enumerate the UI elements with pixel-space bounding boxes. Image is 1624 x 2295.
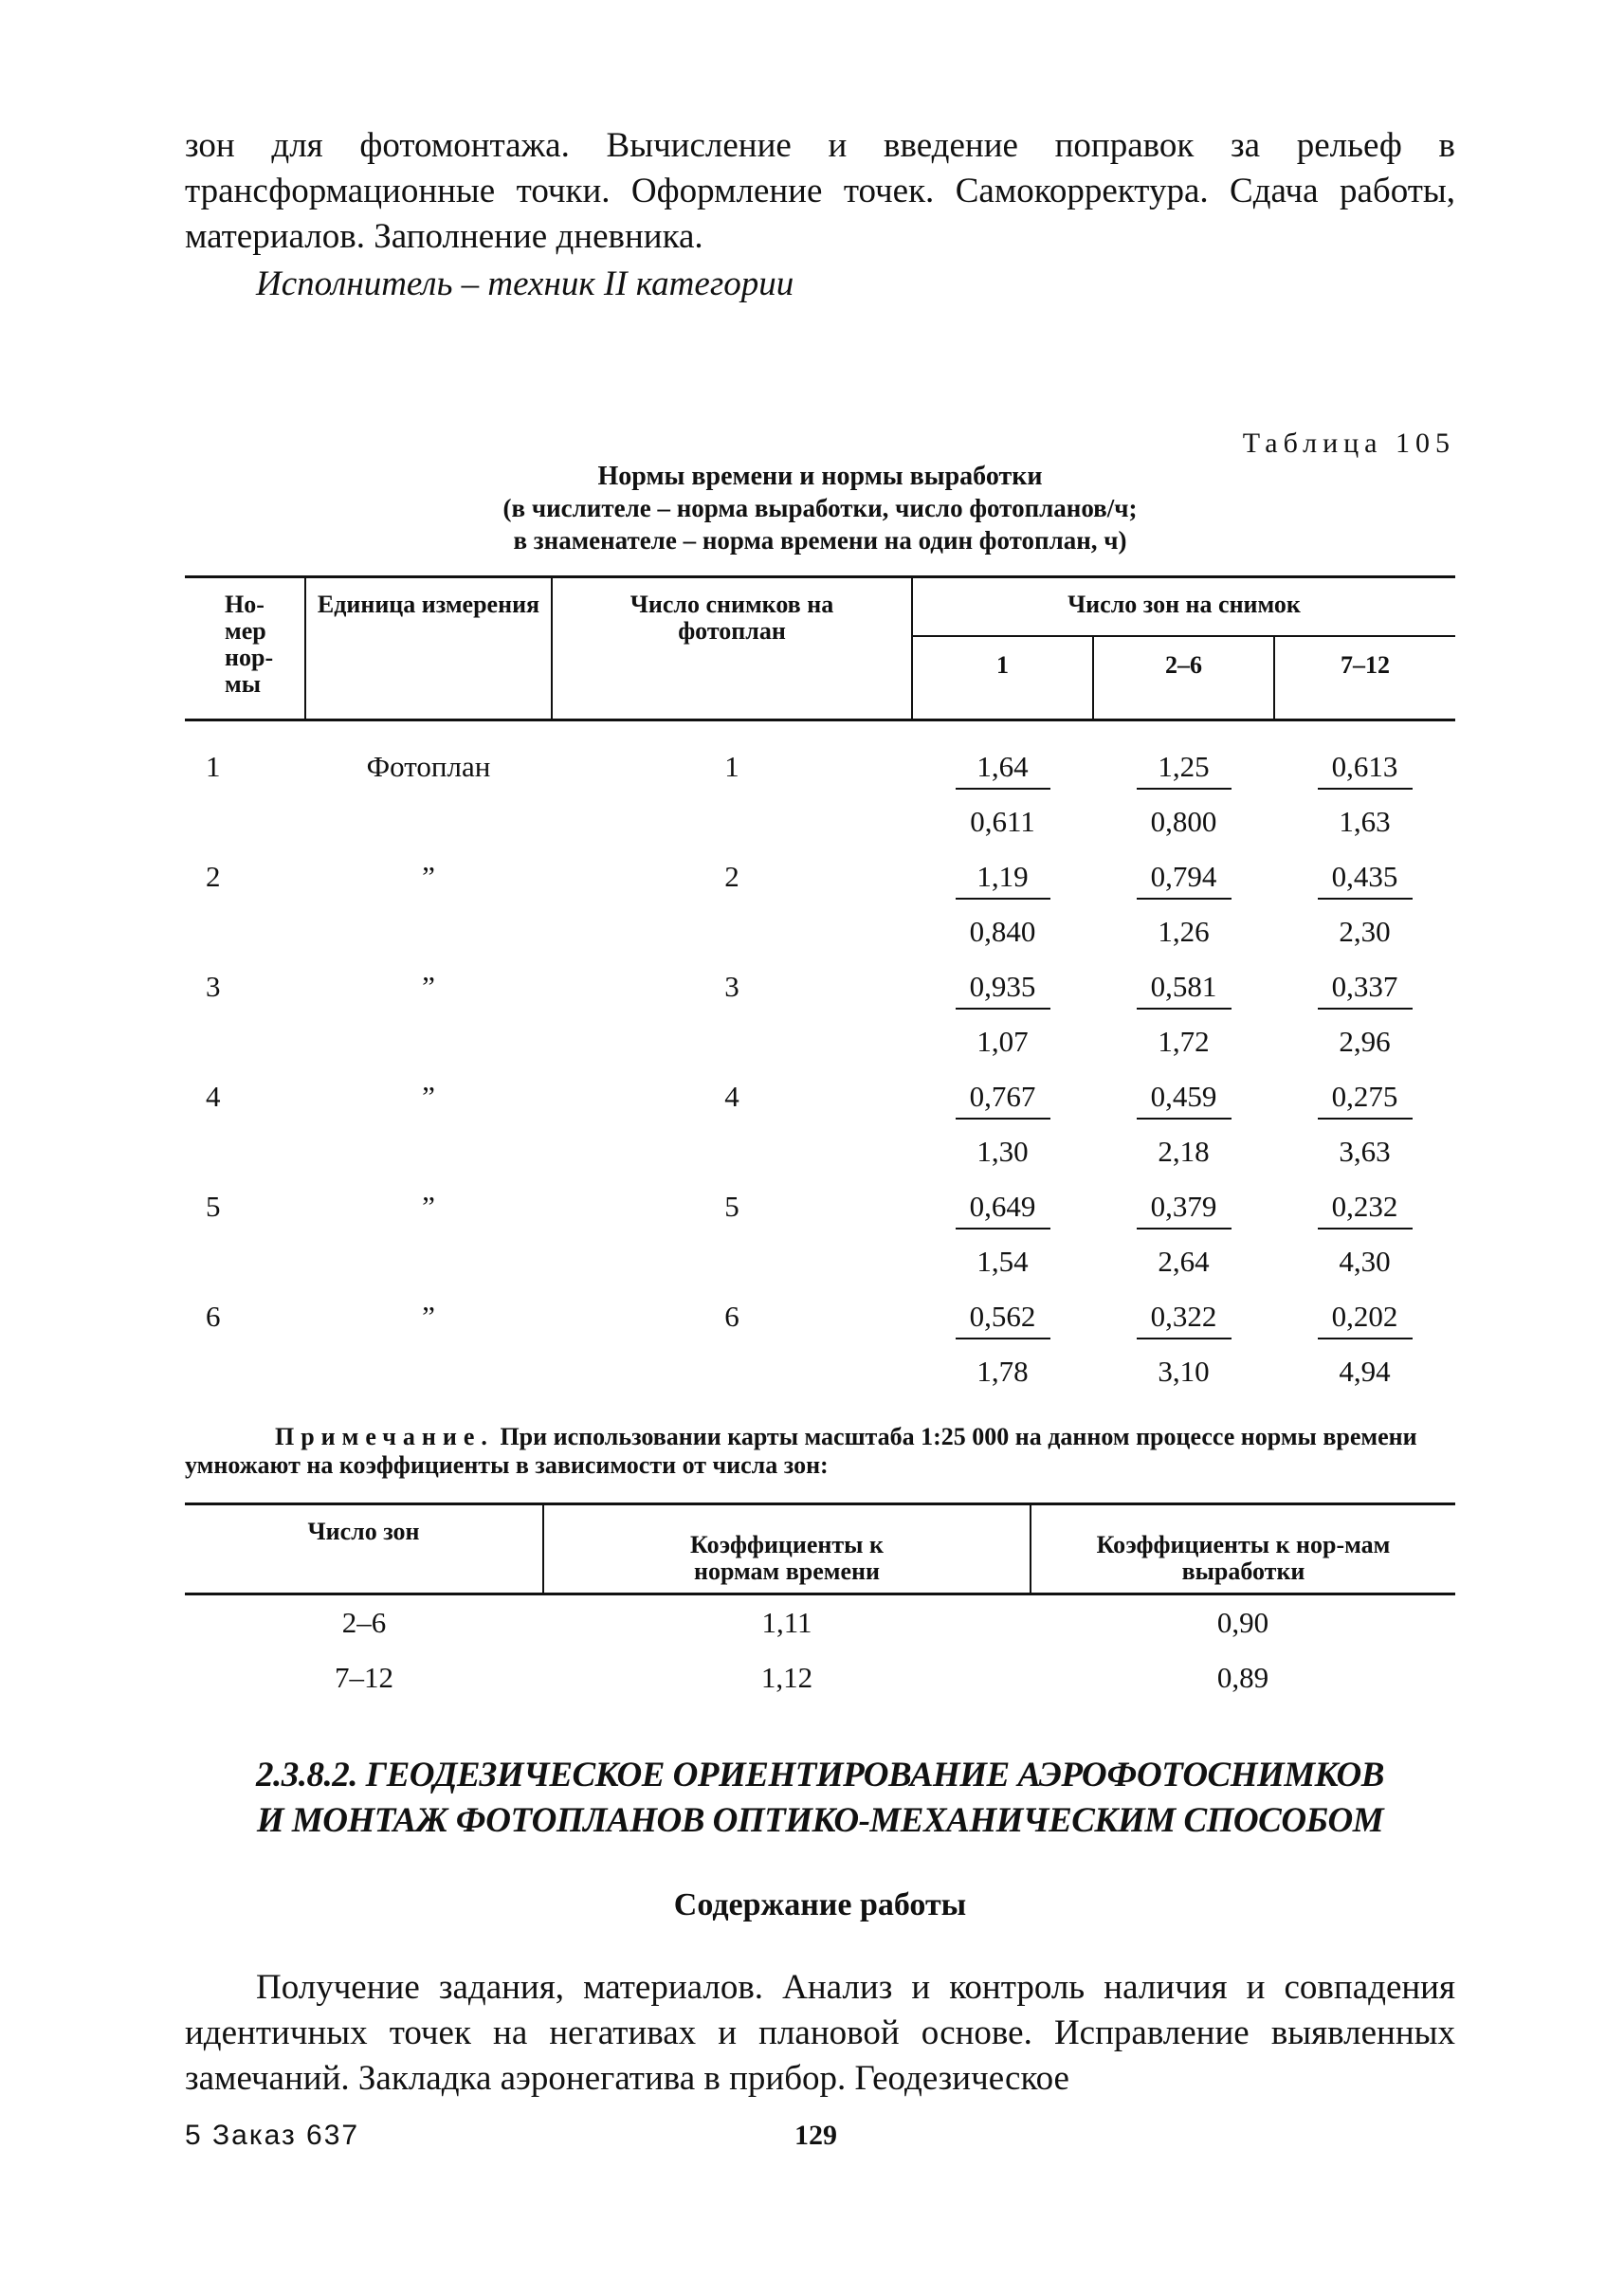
output-norm: 1,25 (1137, 750, 1232, 790)
image-count: 4 (724, 1080, 739, 1113)
output-norm: 0,459 (1137, 1080, 1232, 1120)
denominator-value: 2,30 (1339, 915, 1391, 948)
denominator-value: 1,63 (1339, 805, 1391, 838)
unit-cell: ” (422, 1080, 435, 1113)
coef-header-output: Коэффициенты к нор-мам выработки (1031, 1504, 1455, 1594)
output-norm: 0,794 (1137, 860, 1232, 900)
table-label: Таблица 105 (1242, 428, 1455, 459)
denominator-value: 3,63 (1339, 1135, 1391, 1168)
denominator-value: 1,78 (976, 1355, 1029, 1388)
coef-output: 0,89 (1216, 1661, 1269, 1694)
note-label: Примечание. (275, 1423, 494, 1450)
header-zone-2-6: 2–6 (1093, 636, 1274, 720)
output-norm: 0,337 (1318, 970, 1413, 1010)
output-norm: 0,435 (1318, 860, 1413, 900)
header-unit: Единица измерения (305, 577, 552, 720)
coef-zones: 7–12 (335, 1661, 393, 1694)
image-count: 5 (724, 1190, 739, 1223)
numerator-value (912, 860, 1093, 915)
norms-table-body (185, 720, 1455, 1411)
unit-cell: Фотоплан (366, 750, 491, 783)
denominator-value: 3,10 (1158, 1355, 1210, 1388)
note-text: При использовании карты масштаба 1:25 000 на данном процессе нормы времени умножают на коэффициенты в зависимости от числа зон: (185, 1423, 1417, 1479)
header-zones: Число зон на снимок (912, 577, 1455, 637)
output-norm: 0,202 (1318, 1300, 1413, 1339)
denominator-value: 1,26 (1158, 915, 1210, 948)
output-norm: 0,322 (1137, 1300, 1232, 1339)
norm-number: 5 (206, 1190, 221, 1223)
output-norm: 0,581 (1137, 970, 1232, 1010)
header-image-count: Число снимков на фотоплан (552, 577, 912, 720)
output-norm: 1,19 (956, 860, 1050, 900)
table-row (185, 970, 1455, 1025)
table-note (185, 1423, 1455, 1480)
document-page (185, 123, 1455, 2102)
coefficients-table (185, 1503, 1455, 1705)
output-norm: 0,232 (1318, 1190, 1413, 1229)
coef-zones: 2–6 (341, 1606, 387, 1639)
section-title (185, 1753, 1455, 1844)
numerator-value (912, 970, 1093, 1025)
section-title-line-2: И МОНТАЖ ФОТОПЛАНОВ ОПТИКО-МЕХАНИЧЕСКИМ СПОСОБОМ (256, 1801, 1384, 1840)
numerator-value (1093, 1300, 1274, 1355)
denominator-value: 2,96 (1339, 1025, 1391, 1058)
header-zone-1: 1 (912, 636, 1093, 720)
section-paragraph: Получение задания, материалов. Анализ и контроль наличия и совпадения идентичных точек на негативах и плановой основе. Исправление выявленных замечаний. Закладка аэронегатива в прибор. Геодезическое (185, 1968, 1455, 2098)
coef-output: 0,90 (1216, 1606, 1269, 1639)
denominator-value: 2,64 (1158, 1245, 1210, 1278)
output-norm: 1,64 (956, 750, 1050, 790)
coef-time: 1,12 (760, 1661, 813, 1694)
coef-header-zones: Число зон (185, 1504, 543, 1594)
unit-cell: ” (422, 860, 435, 893)
coef-row (185, 1594, 1455, 1651)
denominator-value: 2,18 (1158, 1135, 1210, 1168)
output-norm: 0,562 (956, 1300, 1050, 1339)
denominator-value: 0,800 (1150, 805, 1217, 838)
table-row (185, 1080, 1455, 1135)
numerator-value (912, 1190, 1093, 1245)
numerator-value (1093, 970, 1274, 1025)
table-subtitle-1: (в числителе – норма выработки, число фотопланов/ч; (502, 494, 1138, 522)
denominator-value: 1,54 (976, 1245, 1029, 1278)
denominator-value: 1,30 (976, 1135, 1029, 1168)
image-count: 1 (724, 750, 739, 783)
output-norm: 0,649 (956, 1190, 1050, 1229)
norm-number: 4 (206, 1080, 221, 1113)
image-count: 2 (724, 860, 739, 893)
output-norm: 0,767 (956, 1080, 1050, 1120)
intro-paragraph: зон для фотомонтажа. Вычисление и введение поправок за рельеф в трансформационные точки. Оформление точек. Самокорректура. Сдача работы, материалов. Заполнение дневника. (185, 126, 1455, 256)
coef-row (185, 1650, 1455, 1705)
denominator-value: 0,611 (970, 805, 1035, 838)
denominator-value: 1,07 (976, 1025, 1029, 1058)
table-row (185, 1190, 1455, 1245)
table-row (185, 860, 1455, 915)
numerator-value (1093, 860, 1274, 915)
output-norm: 0,613 (1318, 750, 1413, 790)
header-zone-7-12: 7–12 (1274, 636, 1455, 720)
numerator-value (1274, 1300, 1455, 1355)
coef-header-time: Коэффициенты к нормам времени (543, 1504, 1031, 1594)
denominator-value: 1,72 (1158, 1025, 1210, 1058)
numerator-value (1093, 1190, 1274, 1245)
norm-number: 2 (206, 860, 221, 893)
norm-number: 3 (206, 970, 221, 1003)
coef-time: 1,11 (761, 1606, 812, 1639)
numerator-value (1274, 860, 1455, 915)
numerator-value (912, 720, 1093, 806)
numerator-value (912, 1080, 1093, 1135)
page-number: 129 (794, 2120, 837, 2151)
numerator-value (1274, 1080, 1455, 1135)
numerator-value (1274, 970, 1455, 1025)
numerator-value (1093, 1080, 1274, 1135)
numerator-value (1274, 720, 1455, 806)
print-signature: 5 Заказ 637 (185, 2120, 360, 2151)
table-title: Нормы времени и нормы выработки (597, 462, 1043, 491)
table-row (185, 1300, 1455, 1355)
unit-cell: ” (422, 1300, 435, 1333)
unit-cell: ” (422, 1190, 435, 1223)
header-norm-number: Но-мер нор-мы (185, 577, 305, 720)
executor-line: Исполнитель – техник II категории (256, 264, 794, 303)
output-norm: 0,379 (1137, 1190, 1232, 1229)
section-title-line-1: 2.3.8.2. ГЕОДЕЗИЧЕСКОЕ ОРИЕНТИРОВАНИЕ АЭРОФОТОСНИМКОВ (256, 1756, 1384, 1794)
content-heading: Содержание работы (673, 1887, 967, 1922)
output-norm: 0,935 (956, 970, 1050, 1010)
table-subtitle-2: в знаменателе – норма времени на один фотоплан, ч) (513, 526, 1127, 555)
numerator-value (1274, 1190, 1455, 1245)
norm-number: 1 (206, 750, 221, 783)
image-count: 6 (724, 1300, 739, 1333)
denominator-value: 0,840 (969, 915, 1036, 948)
denominator-value: 4,94 (1339, 1355, 1391, 1388)
denominator-value: 4,30 (1339, 1245, 1391, 1278)
numerator-value (912, 1300, 1093, 1355)
numerator-value (1093, 720, 1274, 806)
norm-number: 6 (206, 1300, 221, 1333)
table-row (185, 720, 1455, 806)
image-count: 3 (724, 970, 739, 1003)
norms-table (185, 575, 1455, 1410)
unit-cell: ” (422, 970, 435, 1003)
output-norm: 0,275 (1318, 1080, 1413, 1120)
